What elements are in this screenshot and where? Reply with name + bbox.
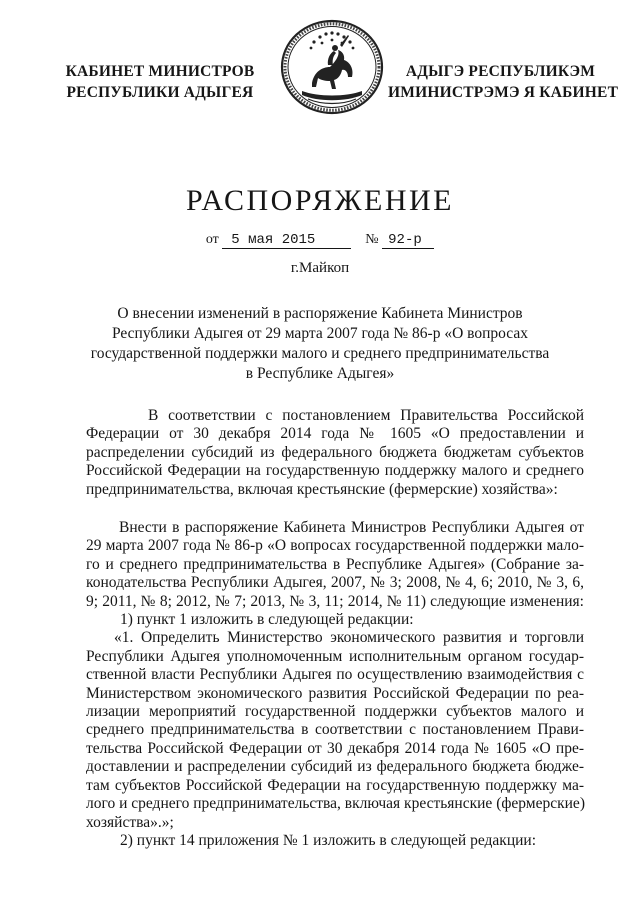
subject-line: в Республике Адыгея» xyxy=(245,365,395,382)
subject-line: Республики Адыгея от 29 марта 2007 года № 86-р «О вопросах xyxy=(112,325,528,342)
paragraph-line: конодательства Республики Адыгея, 2007, № 3; 2008, № 4, 6; 2010, № 3, 6, xyxy=(86,574,584,592)
issuer-name-adyghe xyxy=(388,61,619,103)
item-1-line: Министерством экономического развития Российской Федерации по реа- xyxy=(86,684,584,702)
document-dateline xyxy=(0,230,640,250)
paragraph-line: Внести в распоряжение Кабинета Министров Республики Адыгея от xyxy=(119,519,584,536)
subject-line: государственной поддержки малого и среднего предпринимательства xyxy=(90,345,550,362)
item-1-heading: 1) пункт 1 изложить в следующей редакции: xyxy=(120,611,414,629)
item-1-line: хозяйства».»; xyxy=(86,813,174,831)
issuer-name-line: РЕСПУБЛИКИ АДЫГЕЯ xyxy=(66,84,254,101)
operative-paragraph xyxy=(86,519,584,850)
coat-of-arms-icon xyxy=(278,17,386,117)
paragraph-line: распределении субсидий из федерального бюджета бюджетам субъектов xyxy=(86,443,584,461)
item-1-line: там субъектов Российской Федерации на государственную поддержку ма- xyxy=(86,776,584,794)
paragraph-line: предпринимательства, включая крестьянские (фермерские) хозяйства»: xyxy=(86,480,558,498)
paragraph-line: 29 марта 2007 года № 86-р «О вопросах государственной поддержки мало- xyxy=(86,537,584,555)
number-label: № xyxy=(365,232,379,247)
item-2-heading: 2) пункт 14 приложения № 1 изложить в следующей редакции: xyxy=(120,831,537,849)
item-1-line: тельства Российской Федерации от 30 декабря 2014 года № 1605 «О пре- xyxy=(86,739,584,757)
document-subject xyxy=(80,304,560,384)
item-1-line: ственной власти Республики Адыгея по осуществлению взаимодействия с xyxy=(86,666,584,684)
paragraph-line: Российской Федерации на государственную поддержку малого и среднего xyxy=(86,462,584,480)
document-date: 5 мая 2015 xyxy=(222,232,351,249)
paragraph-line: го и среднего предпринимательства в Республике Адыгея» (Собрание за- xyxy=(86,555,584,573)
issuer-name-russian xyxy=(60,61,260,103)
paragraph-line: Федерации от 30 декабря 2014 года № 1605 «О предоставлении и xyxy=(86,425,584,443)
city-of-issue: г.Майкоп xyxy=(290,260,350,276)
item-1-line: лизации мероприятий государственной поддержки субъектов малого и xyxy=(86,703,584,721)
date-label: от xyxy=(205,232,219,247)
preamble-paragraph xyxy=(86,407,584,499)
document-title: РАСПОРЯЖЕНИЕ xyxy=(185,184,455,217)
document-number: 92-р xyxy=(382,232,434,249)
paragraph-line: 9; 2011, № 8; 2012, № 7; 2013, № 3, 11; 2014, № 11) следующие изменения: xyxy=(86,592,584,610)
item-1-line: среднего предпринимательства в соответствии с постановлением Прави- xyxy=(86,721,584,739)
issuer-name-line: АДЫГЭ РЕСПУБЛИКЭМ xyxy=(405,63,596,80)
item-1-line: Республики Адыгея уполномоченным исполнительным органом государ- xyxy=(86,647,584,665)
issuer-name-line: ИМИНИСТРЭМЭ Я КАБИНЕТ xyxy=(388,84,619,101)
item-1-line: доставлении и распределении субсидий из федерального бюджета бюдже- xyxy=(86,758,584,776)
item-1-line: «1. Определить Министерство экономического развития и торговли xyxy=(114,629,584,647)
subject-line: О внесении изменений в распоряжение Кабинета Министров xyxy=(117,305,523,322)
issuer-name-line: КАБИНЕТ МИНИСТРОВ xyxy=(65,63,255,80)
paragraph-line: В соответствии с постановлением Правительства Российской xyxy=(148,407,584,424)
item-1-line: лого и среднего предпринимательства, включая крестьянские (фермерские) xyxy=(86,795,585,813)
